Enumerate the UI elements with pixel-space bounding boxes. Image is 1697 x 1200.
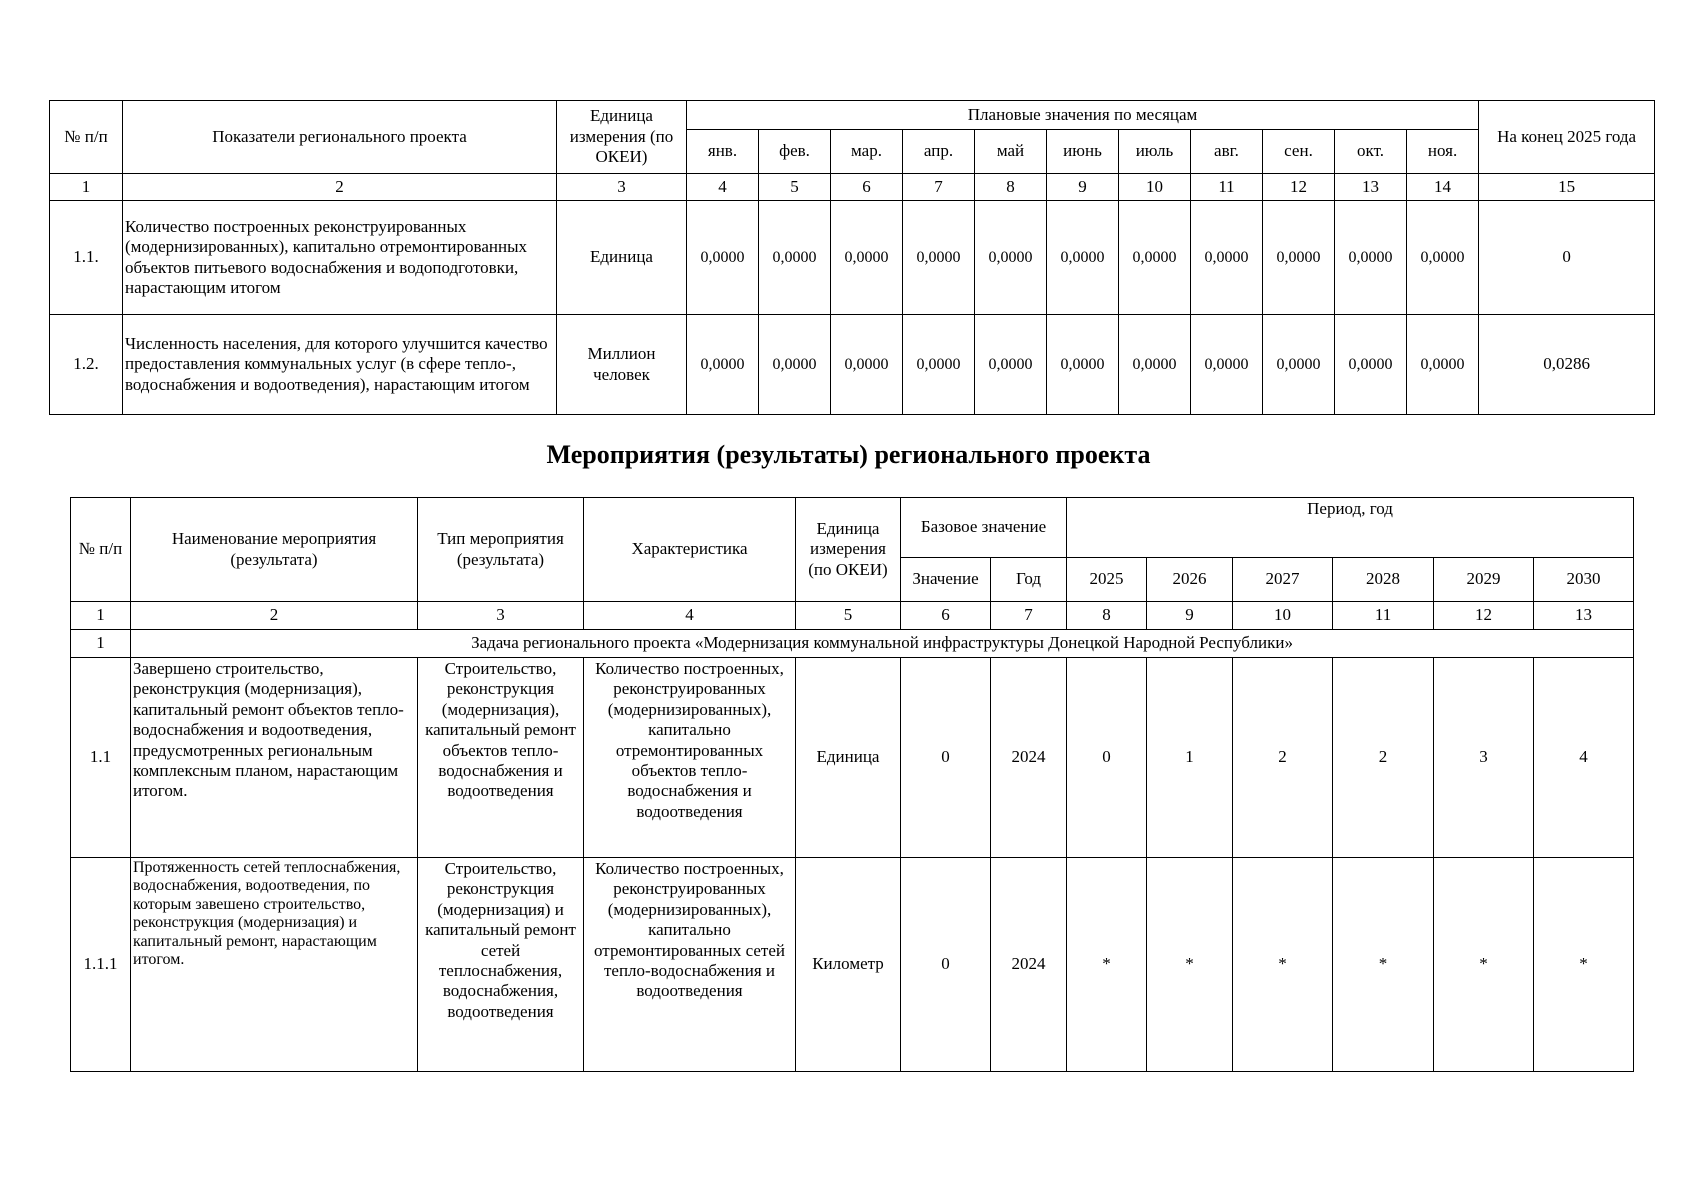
year-value: * xyxy=(1233,858,1333,1072)
month-value: 0,0000 xyxy=(1263,201,1335,315)
year-value: 0 xyxy=(1067,658,1147,858)
header-base-value: Базовое значение xyxy=(901,498,1067,558)
indicator-unit: Миллион человек xyxy=(557,315,687,415)
header-month: мар. xyxy=(831,130,903,174)
header-month: фев. xyxy=(759,130,831,174)
indicator-unit: Единица xyxy=(557,201,687,315)
year-value: 2 xyxy=(1333,658,1434,858)
header-year: 2028 xyxy=(1333,558,1434,602)
table-row xyxy=(50,201,1655,315)
col-number: 13 xyxy=(1335,174,1407,201)
header-year: 2030 xyxy=(1534,558,1634,602)
month-value: 0,0000 xyxy=(1263,315,1335,415)
col-number: 8 xyxy=(975,174,1047,201)
header-month: май xyxy=(975,130,1047,174)
col-number: 5 xyxy=(796,602,901,630)
year-value: 2 xyxy=(1233,658,1333,858)
year-end-value: 0,0286 xyxy=(1479,315,1655,415)
header-month: июнь xyxy=(1047,130,1119,174)
month-value: 0,0000 xyxy=(831,315,903,415)
col-number: 6 xyxy=(831,174,903,201)
month-value: 0,0000 xyxy=(975,315,1047,415)
base-year: 2024 xyxy=(991,658,1067,858)
col-number: 4 xyxy=(687,174,759,201)
header-month: сен. xyxy=(1263,130,1335,174)
header-year: 2027 xyxy=(1233,558,1333,602)
column-number-row xyxy=(50,174,1655,201)
year-value: * xyxy=(1434,858,1534,1072)
col-number: 7 xyxy=(903,174,975,201)
col-number: 10 xyxy=(1119,174,1191,201)
section-title: Мероприятия (результаты) регионального проекта xyxy=(546,440,1151,469)
header-num: № п/п xyxy=(71,498,131,602)
col-number: 7 xyxy=(991,602,1067,630)
col-number: 2 xyxy=(131,602,418,630)
col-number: 14 xyxy=(1407,174,1479,201)
header-characteristic: Характеристика xyxy=(584,498,796,602)
col-number: 9 xyxy=(1047,174,1119,201)
row-num: 1.2. xyxy=(50,315,123,415)
month-value: 0,0000 xyxy=(1335,201,1407,315)
month-value: 0,0000 xyxy=(903,201,975,315)
year-value: 3 xyxy=(1434,658,1534,858)
col-number: 10 xyxy=(1233,602,1333,630)
col-number: 5 xyxy=(759,174,831,201)
col-number: 1 xyxy=(50,174,123,201)
col-number: 15 xyxy=(1479,174,1655,201)
year-value: 4 xyxy=(1534,658,1634,858)
base-amount: 0 xyxy=(901,658,991,858)
table-row xyxy=(71,858,1634,1072)
header-activity-name: Наименование мероприятия (результата) xyxy=(131,498,418,602)
column-number-row xyxy=(71,602,1634,630)
header-base-year: Год xyxy=(991,558,1067,602)
year-value: * xyxy=(1534,858,1634,1072)
year-end-value: 0 xyxy=(1479,201,1655,315)
activity-name: Протяженность сетей теплоснабжения, водоснабжения, водоотведения, по которым завешено строительство, реконструкция (модернизация) и капитальный ремонт, нарастающим итогом. xyxy=(131,858,418,1072)
col-number: 3 xyxy=(418,602,584,630)
year-value: * xyxy=(1147,858,1233,1072)
col-number: 11 xyxy=(1191,174,1263,201)
activity-type: Строительство, реконструкция (модернизация), капитальный ремонт объектов тепло-водоснабжения и водоотведения xyxy=(418,658,584,858)
header-year: 2025 xyxy=(1067,558,1147,602)
activity-characteristic: Количество построенных, реконструированных (модернизированных), капитально отремонтированных сетей тепло-водоснабжения и водоотведения xyxy=(584,858,796,1072)
header-indicator-name: Показатели регионального проекта xyxy=(123,101,557,174)
header-base-amount: Значение xyxy=(901,558,991,602)
month-value: 0,0000 xyxy=(903,315,975,415)
header-year: 2026 xyxy=(1147,558,1233,602)
header-month: авг. xyxy=(1191,130,1263,174)
month-value: 0,0000 xyxy=(759,315,831,415)
activity-unit: Километр xyxy=(796,858,901,1072)
month-value: 0,0000 xyxy=(687,315,759,415)
header-num: № п/п xyxy=(50,101,123,174)
indicators-table xyxy=(49,100,1655,415)
activity-unit: Единица xyxy=(796,658,901,858)
month-value: 0,0000 xyxy=(1191,201,1263,315)
month-value: 0,0000 xyxy=(1047,201,1119,315)
col-number: 2 xyxy=(123,174,557,201)
activity-characteristic: Количество построенных, реконструированных (модернизированных), капитально отремонтированных объектов тепло-водоснабжения и водоотведения xyxy=(584,658,796,858)
indicator-name: Количество построенных реконструированных (модернизированных), капитально отремонтированных объектов питьевого водоснабжения и водоподготовки, нарастающим итогом xyxy=(123,201,557,315)
month-value: 0,0000 xyxy=(1407,315,1479,415)
activity-name: Завершено строительство, реконструкция (модернизация), капитальный ремонт объектов тепло-водоснабжения и водоотведения, предусмотренных региональным комплексным планом, нарастающим итогом. xyxy=(131,658,418,858)
base-year: 2024 xyxy=(991,858,1067,1072)
task-row xyxy=(71,630,1634,658)
col-number: 12 xyxy=(1434,602,1534,630)
row-num: 1.1. xyxy=(50,201,123,315)
month-value: 0,0000 xyxy=(831,201,903,315)
col-number: 12 xyxy=(1263,174,1335,201)
base-amount: 0 xyxy=(901,858,991,1072)
col-number: 1 xyxy=(71,602,131,630)
month-value: 0,0000 xyxy=(1407,201,1479,315)
col-number: 6 xyxy=(901,602,991,630)
month-value: 0,0000 xyxy=(1191,315,1263,415)
month-value: 0,0000 xyxy=(975,201,1047,315)
header-year: 2029 xyxy=(1434,558,1534,602)
month-value: 0,0000 xyxy=(687,201,759,315)
header-activity-type: Тип мероприятия (результата) xyxy=(418,498,584,602)
year-value: 1 xyxy=(1147,658,1233,858)
header-month: окт. xyxy=(1335,130,1407,174)
year-value: * xyxy=(1333,858,1434,1072)
table-row xyxy=(71,658,1634,858)
col-number: 3 xyxy=(557,174,687,201)
month-value: 0,0000 xyxy=(1335,315,1407,415)
header-month: июль xyxy=(1119,130,1191,174)
col-number: 4 xyxy=(584,602,796,630)
month-value: 0,0000 xyxy=(1119,201,1191,315)
header-period: Период, год xyxy=(1067,498,1634,558)
row-num: 1.1.1 xyxy=(71,858,131,1072)
row-num: 1.1 xyxy=(71,658,131,858)
header-month: янв. xyxy=(687,130,759,174)
indicator-name: Численность населения, для которого улучшится качество предоставления коммунальных услуг (в сфере тепло-, водоснабжения и водоотведения), нарастающим итогом xyxy=(123,315,557,415)
task-text: Задача регионального проекта «Модернизация коммунальной инфраструктуры Донецкой Народной Республики» xyxy=(131,630,1634,658)
activity-type: Строительство, реконструкция (модернизация) и капитальный ремонт сетей теплоснабжения, водоснабжения, водоотведения xyxy=(418,858,584,1072)
header-year-end: На конец 2025 года xyxy=(1479,101,1655,174)
table-row xyxy=(50,315,1655,415)
month-value: 0,0000 xyxy=(1119,315,1191,415)
header-monthly-plan: Плановые значения по месяцам xyxy=(687,101,1479,130)
month-value: 0,0000 xyxy=(1047,315,1119,415)
col-number: 11 xyxy=(1333,602,1434,630)
col-number: 8 xyxy=(1067,602,1147,630)
header-month: апр. xyxy=(903,130,975,174)
col-number: 13 xyxy=(1534,602,1634,630)
header-month: ноя. xyxy=(1407,130,1479,174)
task-num: 1 xyxy=(71,630,131,658)
year-value: * xyxy=(1067,858,1147,1072)
header-unit: Единица измерения (по ОКЕИ) xyxy=(557,101,687,174)
activities-table xyxy=(70,497,1634,1072)
header-unit: Единица измерения (по ОКЕИ) xyxy=(796,498,901,602)
month-value: 0,0000 xyxy=(759,201,831,315)
col-number: 9 xyxy=(1147,602,1233,630)
